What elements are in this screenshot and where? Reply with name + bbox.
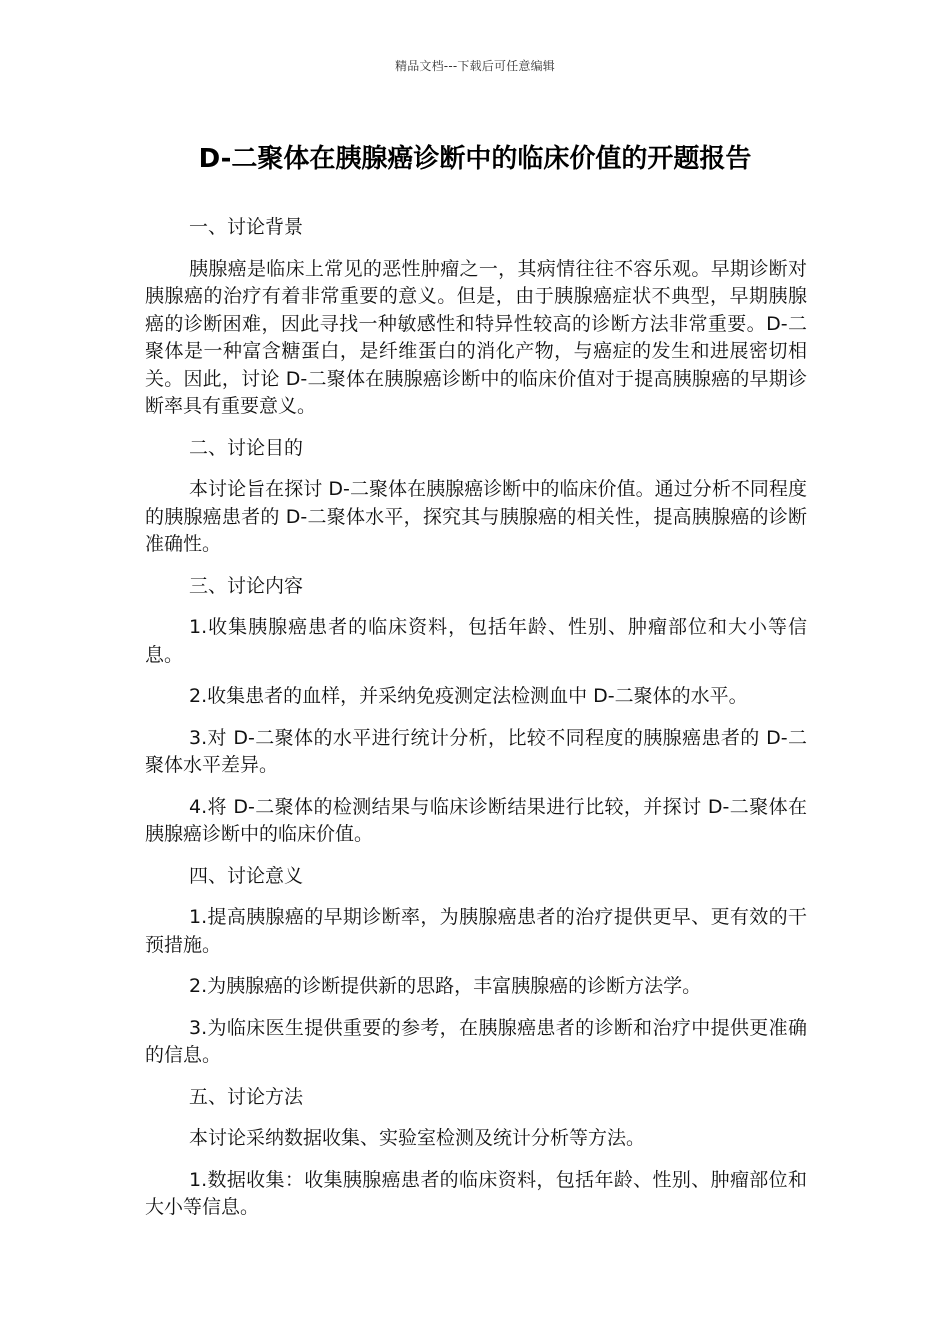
significance-item: 2.为胰腺癌的诊断提供新的思路，丰富胰腺癌的诊断方法学。 <box>189 975 702 997</box>
significance-item: 1.提高胰腺癌的早期诊断率，为胰腺癌患者的治疗提供更早、更有效的干预措施。 <box>145 906 807 956</box>
content-item: 3.对 D-二聚体的水平进行统计分析，比较不同程度的胰腺癌患者的 D-二聚体水平差异。 <box>145 726 807 776</box>
content-item: 1.收集胰腺癌患者的临床资料，包括年龄、性别、肿瘤部位和大小等信息。 <box>145 616 807 666</box>
significance-item: 3.为临床医生提供重要的参考，在胰腺癌患者的诊断和治疗中提供更准确的信息。 <box>145 1016 807 1066</box>
purpose-paragraph: 本讨论旨在探讨 D-二聚体在胰腺癌诊断中的临床价值。通过分析不同程度的胰腺癌患者的 D-二聚体水平，探究其与胰腺癌的相关性，提高胰腺癌的诊断准确性。 <box>145 478 807 555</box>
content-item: 2.收集患者的血样，并采纳免疫测定法检测血中 D-二聚体的水平。 <box>189 685 748 707</box>
section-heading-methods: 五、讨论方法 <box>189 1085 304 1108</box>
section-heading-purpose: 二、讨论目的 <box>189 436 304 459</box>
header-note: 精品文档---下载后可任意编辑 <box>395 59 555 73</box>
section-heading-significance: 四、讨论意义 <box>189 864 304 887</box>
methods-item: 1.数据收集：收集胰腺癌患者的临床资料，包括年龄、性别、肿瘤部位和大小等信息。 <box>145 1168 807 1218</box>
methods-paragraph: 本讨论采纳数据收集、实验室检测及统计分析等方法。 <box>189 1127 646 1149</box>
section-heading-background: 一、讨论背景 <box>189 216 304 238</box>
document-body <box>145 214 807 1236</box>
background-paragraph: 胰腺癌是临床上常见的恶性肿瘤之一，其病情往往不容乐观。早期诊断对胰腺癌的治疗有着非常重要的意义。但是，由于胰腺癌症状不典型，早期胰腺癌的诊断困难，因此寻找一种敏感性和特异性较高的诊断方法非常重要。D-二聚体是一种富含糖蛋白，是纤维蛋白的消化产物，与癌症的发生和进展密切相关。因此，讨论 D-二聚体在胰腺癌诊断中的临床价值对于提高胰腺癌的早期诊断率具有重要意义。 <box>145 257 807 417</box>
document-title: D-二聚体在胰腺癌诊断中的临床价值的开题报告 <box>198 144 752 174</box>
section-heading-content: 三、讨论内容 <box>189 574 304 597</box>
content-item: 4.将 D-二聚体的检测结果与临床诊断结果进行比较，并探讨 D-二聚体在胰腺癌诊断中的临床价值。 <box>145 795 807 845</box>
